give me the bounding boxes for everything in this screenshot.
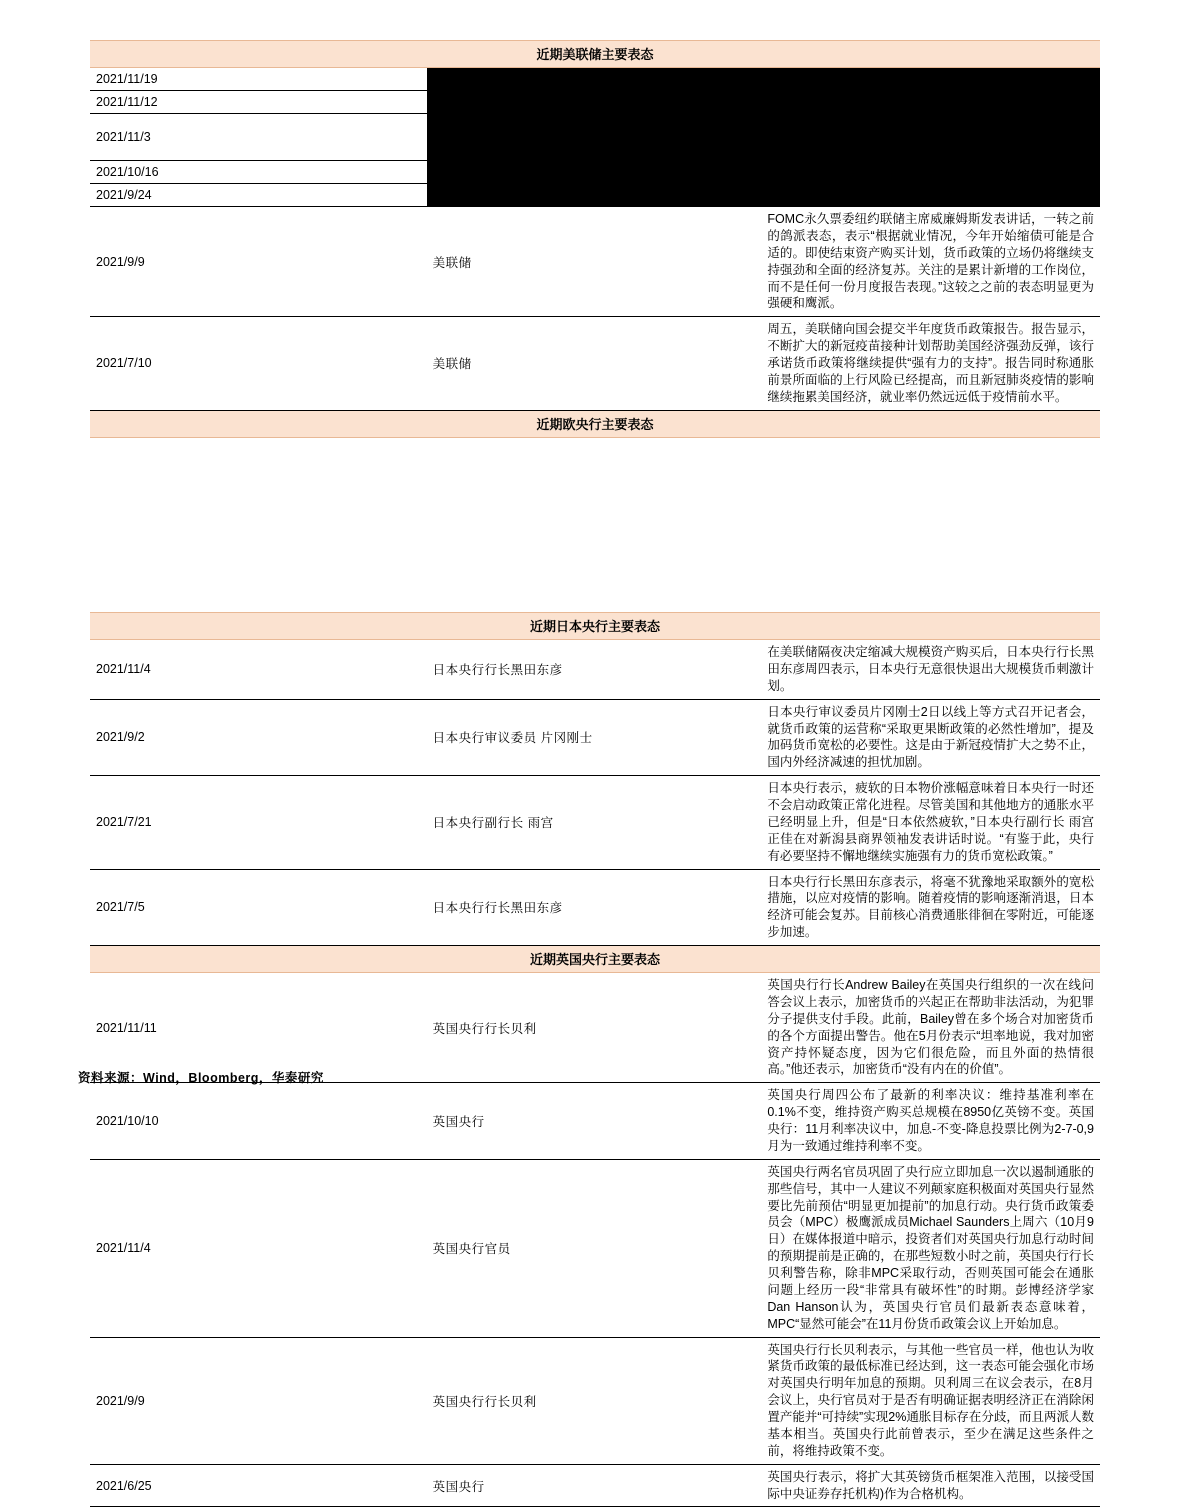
table-row: [90, 68, 1100, 91]
row-content: [763, 114, 1100, 161]
row-content: 英国央行行长Andrew Bailey在英国央行组织的一次在线问答会议上表示，加密货币的兴起正在帮助非法活动，为犯罪分子提供支付手段。此前，Bailey曾在多个场合对加密货币的各个方面提出警告。他在5月份表示“坦率地说，我对加密资产持怀疑态度，因为它们很危险，而且外面的热情很高。”他还表示，加密货币“没有内在的价值”。: [763, 973, 1100, 1083]
row-speaker: 英国央行行长贝利: [427, 1337, 764, 1464]
row-speaker: [427, 184, 764, 207]
table-row: [90, 973, 1100, 1083]
row-speaker: 日本央行审议委员 片冈刚士: [427, 699, 764, 776]
row-speaker: 英国央行: [427, 1464, 764, 1507]
row-speaker: 英国央行行长贝利: [427, 973, 764, 1083]
row-content: 日本央行行长黑田东彦表示，将毫不犹豫地采取额外的宽松措施，以应对疫情的影响。随着疫情的影响逐渐消退，日本经济可能会复苏。目前核心消费通胀徘徊在零附近，可能逐步加速。: [763, 869, 1100, 946]
table-row: [90, 114, 1100, 161]
source-note: 资料来源：Wind，Bloomberg，华泰研究: [78, 1071, 324, 1085]
row-speaker: [427, 91, 764, 114]
row-speaker: [427, 68, 764, 91]
row-date: 2021/10/16: [90, 161, 427, 184]
table-row: [90, 1083, 1100, 1160]
table-row: [90, 640, 1100, 700]
row-speaker: [427, 161, 764, 184]
row-content: [763, 91, 1100, 114]
row-speaker: [427, 114, 764, 161]
boj-boe-table-block: [0, 612, 1100, 1507]
row-date: 2021/7/21: [90, 776, 427, 869]
boj-table: [90, 612, 1100, 1507]
fed-table-title-row: [90, 41, 1100, 68]
row-content: 在美联储隔夜决定缩减大规模资产购买后，日本央行行长黑田东彦周四表示，日本央行无意很快退出大规模货币刺激计划。: [763, 640, 1100, 700]
row-content: [763, 184, 1100, 207]
row-speaker: 美联储: [427, 207, 764, 317]
boe-table-title-row: [90, 946, 1100, 973]
row-date: 2021/6/25: [90, 1464, 427, 1507]
table-row: [90, 776, 1100, 869]
row-content: 英国央行行长贝利表示，与其他一些官员一样，他也认为收紧货币政策的最低标准已经达到，这一表态可能会强化市场对英国央行明年加息的预期。贝利周三在议会表示，在8月会议上，央行官员对于是否有明确证据表明经济正在消除闲置产能并“可持续”实现2%通胀目标存在分歧，而且两派人数基本相当。英国央行此前曾表示，至少在满足这些条件之前，将维持政策不变。: [763, 1337, 1100, 1464]
boj-table-title-row: [90, 613, 1100, 640]
boe-table-title: 近期英国央行主要表态: [90, 946, 1100, 973]
row-content: 英国央行两名官员巩固了央行应立即加息一次以遏制通胀的那些信号，其中一人建议不列颠家庭积极面对英国央行显然要比先前预估“明显更加提前”的加息行动。央行货币政策委员会（MPC）极鹰派成员Michael Saunders上周六（10月9日）在媒体报道中暗示，投资者们对英国央行加息行动时间的预期提前是正确的，在那些短数小时之前，英国央行行长贝利警告称，除非MPC采取行动，否则英国可能会在通胀问题上经历一段“非常具有破坏性”的时期。彭博经济学家Dan Hanson认为，英国央行官员们最新表态意味着，MPC“显然可能会”在11月份货币政策会议上开始加息。: [763, 1159, 1100, 1337]
fed-table-title: 近期美联储主要表态: [90, 41, 1100, 68]
row-date: 2021/7/5: [90, 869, 427, 946]
row-date: 2021/9/24: [90, 184, 427, 207]
row-content: 英国央行表示，将扩大其英镑货币框架准入范围，以接受国际中央证券存托机构)作为合格机构。: [763, 1464, 1100, 1507]
row-speaker: 日本央行副行长 雨宫: [427, 776, 764, 869]
table-row: [90, 869, 1100, 946]
row-date: 2021/11/11: [90, 973, 427, 1083]
boj-table-title: 近期日本央行主要表态: [90, 613, 1100, 640]
row-content: [763, 68, 1100, 91]
row-speaker: 美联储: [427, 317, 764, 410]
table-row: [90, 1159, 1100, 1337]
row-date: 2021/9/9: [90, 207, 427, 317]
row-date: 2021/11/4: [90, 640, 427, 700]
table-row: [90, 317, 1100, 410]
ecb-table-title: 近期欧央行主要表态: [90, 410, 1100, 437]
ecb-table-title-row: [90, 410, 1100, 437]
row-date: 2021/9/2: [90, 699, 427, 776]
fed-table: [90, 40, 1100, 438]
row-speaker: 日本央行行长黑田东彦: [427, 640, 764, 700]
row-content: FOMC永久票委纽约联储主席威廉姆斯发表讲话，一转之前的鸽派表态，表示“根据就业情况，今年开始缩债可能是合适的。即使结束资产购买计划，货币政策的立场仍将继续支持强劲和全面的经济复苏。关注的是累计新增的工作岗位，而不是任何一份月度报告表现。”这较之之前的表态明显更为强硬和鹰派。: [763, 207, 1100, 317]
row-speaker: 英国央行官员: [427, 1159, 764, 1337]
row-date: 2021/11/19: [90, 68, 427, 91]
row-date: 2021/9/9: [90, 1337, 427, 1464]
table-row: [90, 1337, 1100, 1464]
table-row: [90, 91, 1100, 114]
row-content: 周五，美联储向国会提交半年度货币政策报告。报告显示，不断扩大的新冠疫苗接种计划帮助美国经济强劲反弹，该行承诺货币政策将继续提供“强有力的支持”。报告同时称通胀前景所面临的上行风险已经提高，而且新冠肺炎疫情的影响继续拖累美国经济，就业率仍然远远低于疫情前水平。: [763, 317, 1100, 410]
row-content: 日本央行审议委员片冈刚士2日以线上等方式召开记者会，就货币政策的运营称“采取更果断政策的必然性增加”，提及加码货币宽松的必要性。这是由于新冠疫情扩大之势不止，国内外经济减速的担忧加剧。: [763, 699, 1100, 776]
table-row: [90, 161, 1100, 184]
row-speaker: 英国央行: [427, 1083, 764, 1160]
row-date: 2021/11/12: [90, 91, 427, 114]
row-content: 日本央行表示，疲软的日本物价涨幅意味着日本央行一时还不会启动政策正常化进程。尽管美国和其他地方的通胀水平已经明显上升，但是“日本依然疲软，”日本央行副行长 雨宫正佳在对新潟县商界领袖发表讲话时说。“有鉴于此，央行有必要坚持不懈地继续实施强有力的货币宽松政策。”: [763, 776, 1100, 869]
row-date: 2021/11/4: [90, 1159, 427, 1337]
table-row: [90, 184, 1100, 207]
row-speaker: 日本央行行长黑田东彦: [427, 869, 764, 946]
row-content: [763, 161, 1100, 184]
table-row: [90, 699, 1100, 776]
table-row: [90, 1464, 1100, 1507]
table-row: [90, 207, 1100, 317]
row-date: 2021/7/10: [90, 317, 427, 410]
fed-table-block: [0, 40, 1100, 438]
row-date: 2021/11/3: [90, 114, 427, 161]
row-date: 2021/10/10: [90, 1083, 427, 1160]
row-content: 英国央行周四公布了最新的利率决议：维持基准利率在0.1%不变，维持资产购买总规模在8950亿英镑不变。英国央行：11月利率决议中，加息-不变-降息投票比例为2-7-0,9月为一致通过维持利率不变。: [763, 1083, 1100, 1160]
